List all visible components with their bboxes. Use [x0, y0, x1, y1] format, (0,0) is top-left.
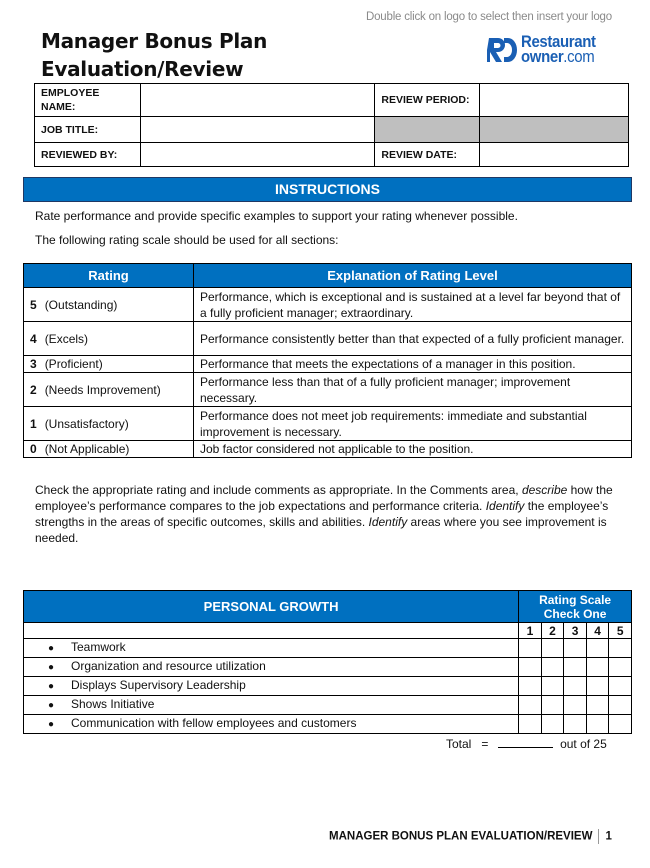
paragraph-italic: Identify [485, 499, 525, 513]
rating-explanation: Performance does not meet job requirements: immediate and substantial improvement is necessary. [194, 407, 632, 441]
rating-scale-heading-line1: Rating Scale [539, 592, 612, 607]
rating-row [24, 441, 632, 458]
rating-checkbox-4[interactable] [586, 639, 609, 658]
rating-level-cell [24, 356, 194, 373]
empty-grey-cell [375, 117, 480, 143]
company-logo[interactable] [487, 34, 622, 66]
page-number: 1 [605, 830, 612, 843]
rating-checkbox-2[interactable] [541, 696, 564, 715]
rating-number: 2 [30, 382, 37, 397]
rating-label: (Needs Improvement) [44, 382, 161, 397]
total-blank-field[interactable] [498, 736, 553, 748]
growth-item-label: Teamwork [71, 640, 126, 654]
rating-checkbox-5[interactable] [609, 715, 632, 734]
total-equals: = [481, 737, 489, 751]
review-date-label: REVIEW DATE: [375, 143, 480, 167]
logo-wordmark [521, 34, 606, 65]
empty-grey-cell [480, 117, 629, 143]
growth-item [24, 715, 519, 734]
scale-number-3: 3 [564, 623, 587, 639]
rating-level-cell [24, 407, 194, 441]
page-title-line1: Manager Bonus Plan [41, 29, 268, 53]
rating-level-cell [24, 373, 194, 407]
growth-item [24, 677, 519, 696]
bullet-icon: ● [48, 719, 55, 730]
employee-info-table [34, 83, 629, 167]
employee-name-label: EMPLOYEE NAME: [35, 84, 141, 117]
rating-level-cell [24, 288, 194, 322]
growth-item-label: Shows Initiative [71, 697, 155, 711]
growth-item-row [24, 639, 632, 658]
growth-item [24, 696, 519, 715]
rating-scale-heading-line2: Check One [543, 606, 607, 621]
scale-number-2: 2 [541, 623, 564, 639]
rating-explanation: Performance consistently better than that expected of a fully proficient manager. [194, 322, 632, 356]
logo-line2-suffix: .com [563, 47, 595, 66]
growth-item-label: Communication with fellow employees and customers [71, 716, 357, 730]
blank-cell [24, 623, 519, 639]
review-period-label: REVIEW PERIOD: [375, 84, 480, 117]
footer-divider [598, 829, 599, 844]
rating-level-cell [24, 322, 194, 356]
growth-item-row [24, 658, 632, 677]
rating-checkbox-4[interactable] [586, 658, 609, 677]
rating-checkbox-3[interactable] [564, 677, 587, 696]
rating-explanation: Performance, which is exceptional and is sustained at a level far beyond that of a fully proficient manager; extraordinary. [194, 288, 632, 322]
growth-item-label: Organization and resource utilization [71, 659, 266, 673]
rating-number: 4 [30, 331, 37, 346]
logo-line2 [521, 49, 596, 65]
rating-explanation: Performance less than that of a fully proficient manager; improvement necessary. [194, 373, 632, 407]
rating-explanation: Job factor considered not applicable to the position. [194, 441, 632, 458]
footer-title: MANAGER BONUS PLAN EVALUATION/REVIEW [329, 830, 593, 843]
growth-item-row [24, 696, 632, 715]
rating-checkbox-2[interactable] [541, 639, 564, 658]
rating-row [24, 356, 632, 373]
rating-checkbox-1[interactable] [519, 696, 542, 715]
bullet-icon: ● [48, 700, 55, 711]
rating-number: 0 [30, 442, 37, 456]
rating-label: (Excels) [44, 331, 89, 346]
rating-scale-heading [519, 591, 632, 623]
rating-row [24, 288, 632, 322]
rating-column-header: Rating [24, 264, 194, 288]
rating-checkbox-2[interactable] [541, 715, 564, 734]
rating-number: 1 [30, 416, 37, 431]
paragraph-italic: Identify [368, 515, 408, 529]
rating-checkbox-3[interactable] [564, 639, 587, 658]
growth-item [24, 639, 519, 658]
paragraph-text: Check the appropriate rating and include comments as appropriate. In the Comments area, [35, 483, 522, 497]
total-suffix: out of 25 [560, 737, 607, 751]
logo-instruction-text: Double click on logo to select then insert your logo [366, 11, 612, 23]
rating-number: 3 [30, 357, 37, 371]
rating-scale-table [23, 263, 632, 458]
growth-item-row [24, 715, 632, 734]
instructions-heading: INSTRUCTIONS [23, 177, 632, 202]
scale-number-1: 1 [519, 623, 542, 639]
rating-label: (Outstanding) [44, 297, 118, 312]
scale-number-5: 5 [609, 623, 632, 639]
paragraph-text: the employee’s strengths in the areas of specific outcomes, skills and abilities. [35, 499, 609, 529]
personal-growth-table [23, 590, 632, 734]
rating-checkbox-1[interactable] [519, 715, 542, 734]
bullet-icon: ● [48, 681, 55, 692]
growth-item [24, 658, 519, 677]
rating-checkbox-1[interactable] [519, 658, 542, 677]
paragraph-text: areas where you see improvement is needed. [35, 515, 607, 545]
rating-row [24, 373, 632, 407]
job-title-field[interactable] [140, 117, 374, 143]
scale-number-4: 4 [586, 623, 609, 639]
rating-row [24, 407, 632, 441]
paragraph-text: how the employee’s performance compares to the job expectations and performance criteria. [35, 483, 613, 513]
rating-label: (Not Applicable) [44, 442, 130, 456]
rating-checkbox-5[interactable] [609, 696, 632, 715]
rating-checkbox-4[interactable] [586, 715, 609, 734]
rating-checkbox-2[interactable] [541, 677, 564, 696]
rating-checkbox-3[interactable] [564, 715, 587, 734]
logo-mark-icon [487, 35, 517, 65]
logo-line1: Restaurant [521, 32, 596, 51]
page-footer [329, 829, 612, 844]
logo-line2-main: owner [521, 47, 564, 66]
growth-item-row [24, 677, 632, 696]
reviewed-by-field[interactable] [140, 143, 374, 167]
rating-label: (Proficient) [44, 357, 103, 371]
rating-checkbox-1[interactable] [519, 639, 542, 658]
rating-checkbox-3[interactable] [564, 658, 587, 677]
paragraph-italic: describe [521, 483, 568, 497]
instructions-line2: The following rating scale should be used for all sections: [35, 233, 339, 247]
total-label: Total [446, 737, 472, 751]
rating-checkbox-3[interactable] [564, 696, 587, 715]
page-title [41, 27, 267, 83]
rating-checkbox-4[interactable] [586, 696, 609, 715]
rating-number: 5 [30, 297, 37, 312]
review-date-field[interactable] [480, 143, 629, 167]
personal-growth-heading: PERSONAL GROWTH [24, 591, 519, 623]
bullet-icon: ● [48, 662, 55, 673]
explanation-column-header: Explanation of Rating Level [194, 264, 632, 288]
rating-checkbox-5[interactable] [609, 677, 632, 696]
rating-checkbox-1[interactable] [519, 677, 542, 696]
rating-label: (Unsatisfactory) [44, 416, 129, 431]
reviewed-by-label: REVIEWED BY: [35, 143, 141, 167]
rating-explanation: Performance that meets the expectations of a manager in this position. [194, 356, 632, 373]
bullet-icon: ● [48, 643, 55, 654]
total-score [446, 736, 607, 751]
check-rating-paragraph [35, 482, 625, 546]
job-title-label: JOB TITLE: [35, 117, 141, 143]
rating-checkbox-4[interactable] [586, 677, 609, 696]
page-title-line2: Evaluation/Review [41, 57, 244, 81]
rating-checkbox-5[interactable] [609, 639, 632, 658]
instructions-line1: Rate performance and provide specific examples to support your rating whenever possible. [35, 209, 518, 223]
rating-checkbox-5[interactable] [609, 658, 632, 677]
growth-item-label: Displays Supervisory Leadership [71, 678, 246, 692]
rating-row [24, 322, 632, 356]
rating-checkbox-2[interactable] [541, 658, 564, 677]
rating-level-cell [24, 441, 194, 458]
review-period-field[interactable] [480, 84, 629, 117]
employee-name-field[interactable] [140, 84, 374, 117]
